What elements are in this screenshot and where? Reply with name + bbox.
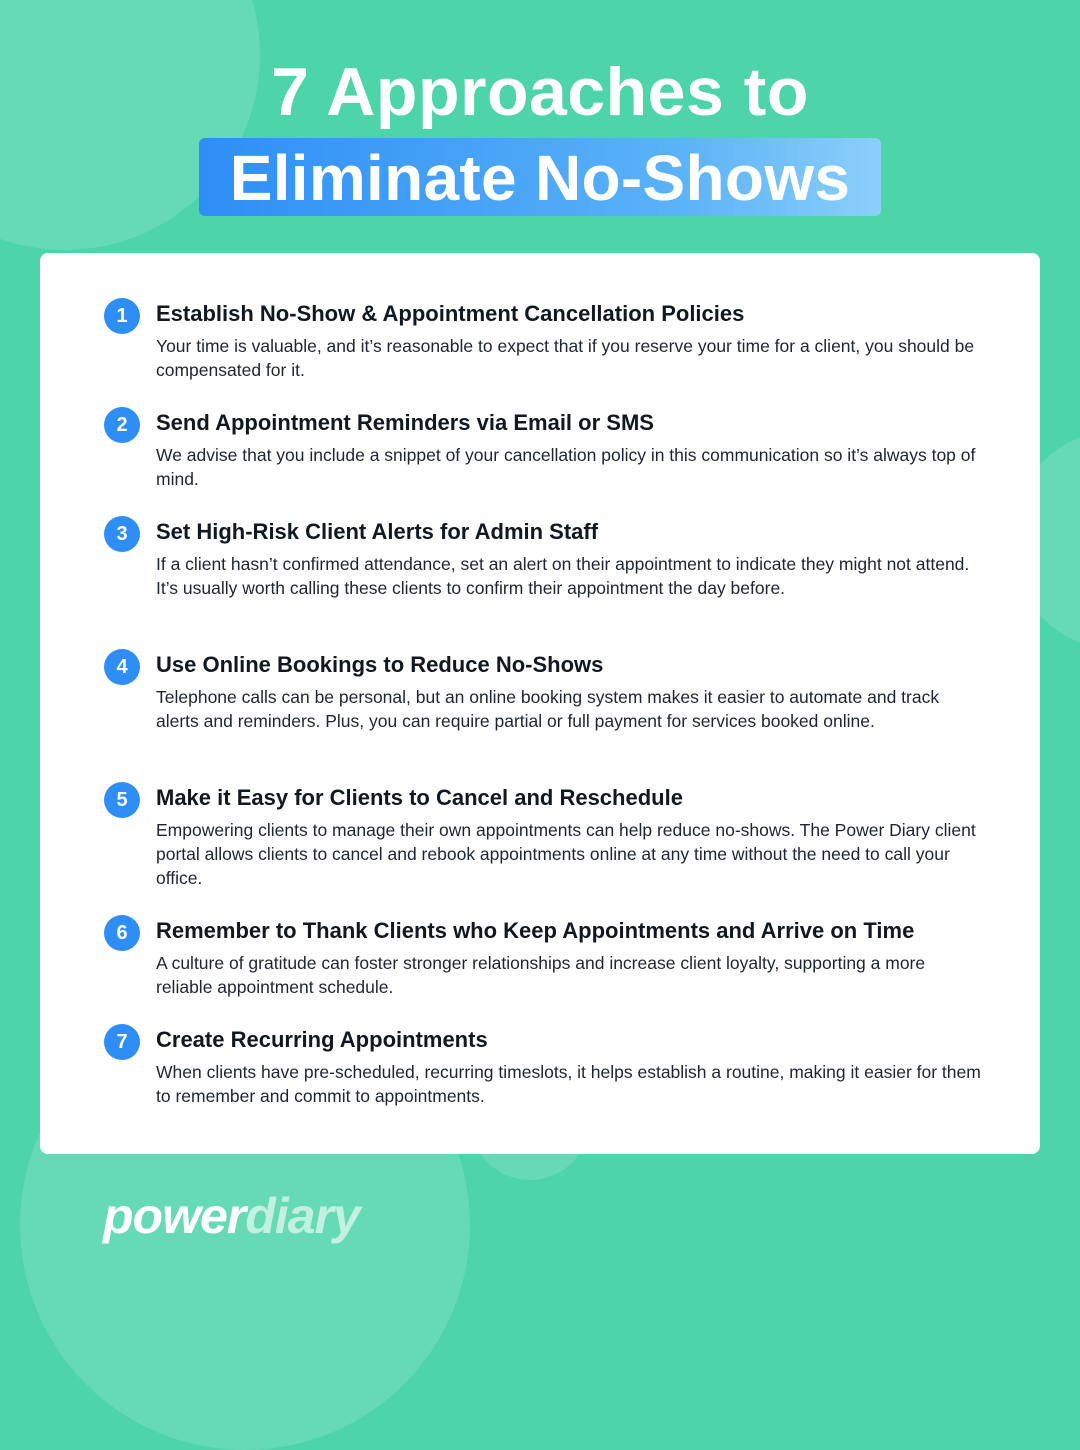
page-title: 7 Approaches to <box>271 54 809 130</box>
number-badge: 1 <box>104 298 140 334</box>
powerdiary-logo <box>103 1186 360 1246</box>
item-description: Empowering clients to manage their own appointments can help reduce no-shows. The Power Diary client portal allows clients to cancel and rebook appointments online at any time without the need to call your office. <box>156 820 976 888</box>
item-description: Your time is valuable, and it’s reasonable to expect that if you reserve your time for a client, you should be compensated for it. <box>156 336 975 380</box>
item-title: Establish No-Show & Appointment Cancellation Policies <box>156 301 745 326</box>
item-description: We advise that you include a snippet of your cancellation policy in this communication so it’s always top of mind. <box>156 445 976 489</box>
item-title: Use Online Bookings to Reduce No-Shows <box>156 652 604 677</box>
number-badge: 5 <box>104 782 140 818</box>
item-description: Telephone calls can be personal, but an online booking system makes it easier to automate and track alerts and reminders. Plus, you can require partial or full payment for services booked online. <box>156 687 940 731</box>
number-badge: 6 <box>104 915 140 951</box>
item-description: If a client hasn’t confirmed attendance, set an alert on their appointment to indicate they might not attend. It’s usually worth calling these clients to confirm their appointment the day before. <box>156 554 970 598</box>
number-badge: 3 <box>104 516 140 552</box>
logo-word-power: power <box>103 1188 246 1244</box>
logo-word-diary: diary <box>245 1188 360 1244</box>
number-badge: 7 <box>104 1024 140 1060</box>
item-title: Make it Easy for Clients to Cancel and Reschedule <box>156 785 683 810</box>
item-description: A culture of gratitude can foster stronger relationships and increase client loyalty, supporting a more reliable appointment schedule. <box>156 953 926 997</box>
item-title: Send Appointment Reminders via Email or SMS <box>156 410 654 435</box>
item-description: When clients have pre-scheduled, recurring timeslots, it helps establish a routine, making it easier for them to remember and commit to appointments. <box>156 1062 981 1106</box>
item-title: Remember to Thank Clients who Keep Appointments and Arrive on Time <box>156 918 915 943</box>
number-badge: 2 <box>104 407 140 443</box>
approaches-card <box>40 253 1040 1154</box>
number-badge: 4 <box>104 649 140 685</box>
item-title: Set High-Risk Client Alerts for Admin Staff <box>156 519 599 544</box>
item-title: Create Recurring Appointments <box>156 1027 488 1052</box>
page-title-highlighted: Eliminate No-Shows <box>229 142 851 214</box>
